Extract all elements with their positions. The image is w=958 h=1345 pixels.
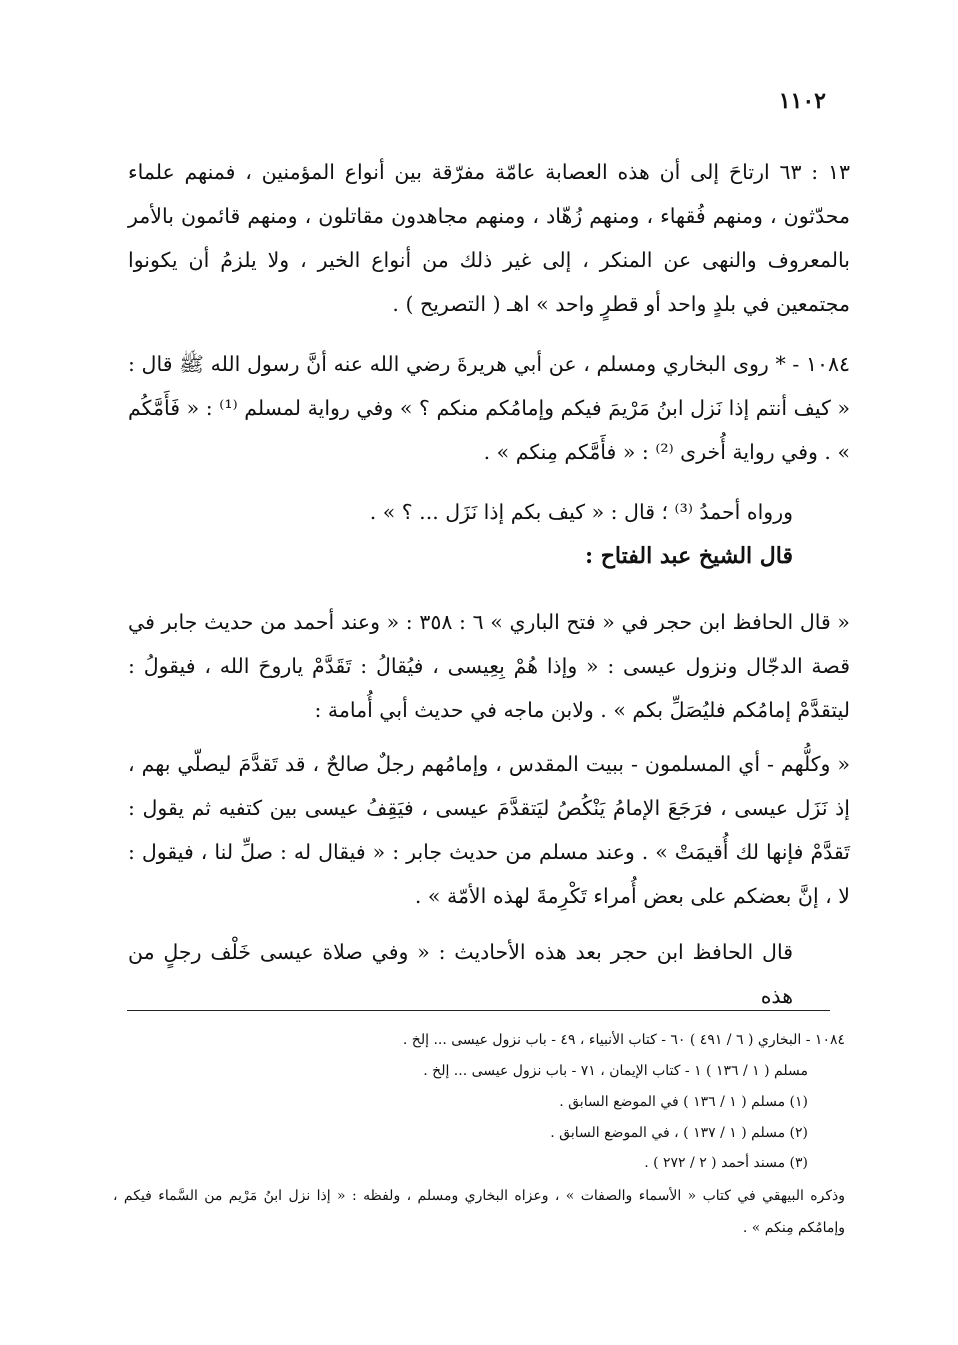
footnote-bayhaqi: وذكره البيهقي في كتاب « الأسماء والصفات » ، وعزاه البخاري ومسلم ، ولفظه : « إذا نزل ابنُ مَرْيم من السَّماء فيكم ، وإمامُكم مِنكم » . — [113, 1188, 845, 1236]
page-number: ١١٠٢ — [778, 88, 826, 114]
footnote-2: (٢) مسلم ( ١ / ١٣٧ ) ، في الموضع السابق . — [550, 1125, 808, 1141]
abu-umamah-hadith: « وكلُّهم - أي المسلمون - ببيت المقدس ، وإمامُهم رجلٌ صالحٌ ، قد تَقدَّمَ ليصلّي بهم ، إذ نَزَل عيسى ، فرَجَعَ الإمامُ يَنْكُصُ ليَتقدَّمَ عيسى ، فيَقِفُ عيسى بين كتفيه ثم يقول : تَقدَّمْ فإنها لك أُقيمَتْ » . وعند مسلم من حديث جابر : « فيقال له : صلِّ لنا ، فيقول : لا ، إنَّ بعضكم على بعض أُمراء تَكْرِمةَ لهذه الأمّة » . — [128, 752, 850, 908]
footnote-muslim: مسلم ( ١ / ١٣٦ ) ١ - كتاب الإيمان ، ٧١ - باب نزول عيسى ... إلخ . — [423, 1063, 808, 1079]
footnote-1: (١) مسلم ( ١ / ١٣٦ ) في الموضع السابق . — [559, 1094, 808, 1110]
section-heading: قال الشيخ عبد الفتاح : — [584, 543, 793, 569]
ahmad-narration: ورواه أحمدُ ⁽³⁾ ؛ قال : « كيف بكم إذا نَزَل ... ؟ » . — [369, 500, 793, 524]
ibn-hajar-quote: « قال الحافظ ابن حجر في « فتح الباري » ٦ : ٣٥٨ : « وعند أحمد من حديث جابر في قصة الدجّال ونزول عيسى : « وإذا هُمْ بِعِيسى ، فيُقالُ : تَقَدَّمْ ياروحَ الله ، فيقولُ : ليتقدَّمْ إمامُكم فليُصَلِّ بكم » . ولابن ماجه في حديث أبي أُمامة : — [128, 610, 850, 722]
hadith-1084: ١٠٨٤ - * روى البخاري ومسلم ، عن أبي هريرةَ رضي الله عنه أنَّ رسول الله ﷺ قال : « كيف أنتم إذا نَزل ابنُ مَرْيمَ فيكم وإمامُكم منكم ؟ » وفي رواية لمسلم ⁽¹⁾ : « فَأَمَّكُم » . وفي رواية أُخرى ⁽²⁾ : « فأَمَّكم مِنكم » . — [128, 352, 850, 464]
footnote-3: (٣) مسند أحمد ( ٢ / ٢٧٢ ) . — [644, 1155, 808, 1171]
footnote-bukhari: ١٠٨٤ - البخاري ( ٦ / ٤٩١ ) ٦٠ - كتاب الأنبياء ، ٤٩ - باب نزول عيسى ... إلخ . — [402, 1032, 845, 1048]
paragraph-continuation: ١٣ : ٦٣ ارتاحَ إلى أن هذه العصابة عامّة مفرّقة بين أنواع المؤمنين ، فمنهم علماء محدّثون ، ومنهم فُقهاء ، ومنهم زُهّاد ، ومنهم مجاهدون مقاتلون ، ومنهم قائمون بالأمر بالمعروف والنهى عن المنكر ، إلى غير ذلك من أنواع الخير ، ولا يلزمُ أن يكونوا مجتمعين في بلدٍ واحد أو قطرٍ واحد » اهـ ( التصريح ) . — [128, 160, 850, 316]
ibn-hajar-comment: قال الحافظ ابن حجر بعد هذه الأحاديث : « وفي صلاة عيسى خَلْف رجلٍ من هذه — [128, 940, 793, 1008]
footnote-divider — [127, 1010, 830, 1011]
